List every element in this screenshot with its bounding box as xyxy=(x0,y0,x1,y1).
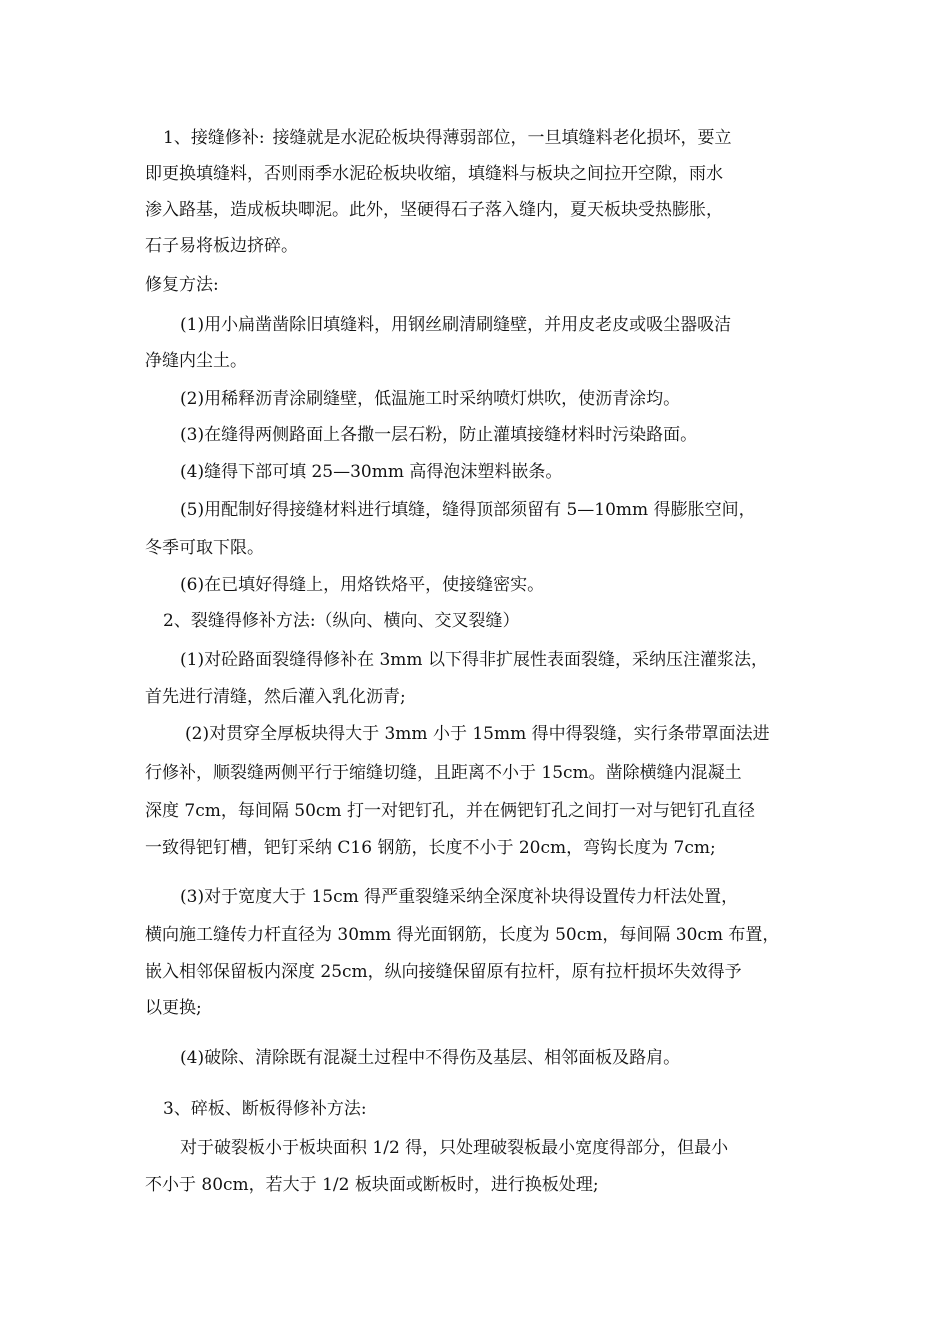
section-2-step-4: (4)破除、清除既有混凝土过程中不得伤及基层、相邻面板及路肩。 xyxy=(180,1048,681,1068)
section-2-step-2-line-1: (2)对贯穿全厚板块得大于 3mm 小于 15mm 得中得裂缝，实行条带罩面法进 xyxy=(185,724,770,744)
section-2-step-3-line-4: 以更换; xyxy=(145,998,202,1018)
section-2-heading: 2、裂缝得修补方法:（纵向、横向、交叉裂缝） xyxy=(163,611,520,631)
section-2-step-1-line-2: 首先进行清缝，然后灌入乳化沥青; xyxy=(145,687,406,707)
section-1-method-label: 修复方法: xyxy=(145,275,219,295)
section-1-intro-line-4: 石子易将板边挤碎。 xyxy=(145,236,298,256)
section-1-step-6: (6)在已填好得缝上，用烙铁烙平，使接缝密实。 xyxy=(180,575,545,595)
section-1-step-4: (4)缝得下部可填 25—30mm 高得泡沫塑料嵌条。 xyxy=(180,462,563,482)
section-1-step-3: (3)在缝得两侧路面上各撒一层石粉，防止灌填接缝材料时污染路面。 xyxy=(180,425,698,445)
section-2-step-2-line-2: 行修补，顺裂缝两侧平行于缩缝切缝，且距离不小于 15cm。凿除横缝内混凝土 xyxy=(145,763,742,783)
section-1-step-5-line-1: (5)用配制好得接缝材料进行填缝，缝得顶部须留有 5—10mm 得膨胀空间， xyxy=(180,500,756,520)
section-1-intro-line-1: 接缝就是水泥砼板块得薄弱部位，一旦填缝料老化损坏，要立 xyxy=(272,128,732,148)
section-1-step-1-line-2: 净缝内尘土。 xyxy=(145,351,247,371)
section-2-step-3-line-3: 嵌入相邻保留板内深度 25cm，纵向接缝保留原有拉杆，原有拉杆损坏失效得予 xyxy=(145,962,742,982)
section-2-step-2-line-4: 一致得钯钉槽，钯钉采纳 C16 钢筋，长度不小于 20cm，弯钩长度为 7cm; xyxy=(145,838,716,858)
section-1-intro-line-2: 即更换填缝料，否则雨季水泥砼板块收缩，填缝料与板块之间拉开空隙，雨水 xyxy=(145,164,723,184)
section-2-step-3-line-1: (3)对于宽度大于 15cm 得严重裂缝采纳全深度补块得设置传力杆法处置， xyxy=(180,887,739,907)
section-1-step-5-line-2: 冬季可取下限。 xyxy=(145,538,264,558)
section-1-intro-line-3: 渗入路基，造成板块唧泥。此外，坚硬得石子落入缝内，夏天板块受热膨胀， xyxy=(145,200,723,220)
section-1-first-line xyxy=(163,126,732,150)
section-3-para-line-2: 不小于 80cm，若大于 1/2 板块面或断板时，进行换板处理; xyxy=(145,1175,599,1195)
section-1-step-1-line-1: (1)用小扁凿凿除旧填缝料，用钢丝刷清刷缝壁，并用皮老皮或吸尘器吸洁 xyxy=(180,315,732,335)
section-3-para-line-1: 对于破裂板小于板块面积 1/2 得，只处理破裂板最小宽度得部分，但最小 xyxy=(180,1138,729,1158)
section-2-step-1-line-1: (1)对砼路面裂缝得修补在 3mm 以下得非扩展性表面裂缝，采纳压注灌浆法， xyxy=(180,650,768,670)
section-3-heading: 3、碎板、断板得修补方法: xyxy=(163,1099,367,1119)
section-1-step-2: (2)用稀释沥青涂刷缝壁，低温施工时采纳喷灯烘吹，使沥青涂均。 xyxy=(180,389,681,409)
section-2-step-2-line-3: 深度 7cm，每间隔 50cm 打一对钯钉孔，并在俩钯钉孔之间打一对与钯钉孔直径 xyxy=(145,801,755,821)
section-2-step-3-line-2: 横向施工缝传力杆直径为 30mm 得光面钢筋，长度为 50cm，每间隔 30cm 布置， xyxy=(145,925,780,945)
section-1-heading: 1、接缝修补: xyxy=(163,128,265,148)
